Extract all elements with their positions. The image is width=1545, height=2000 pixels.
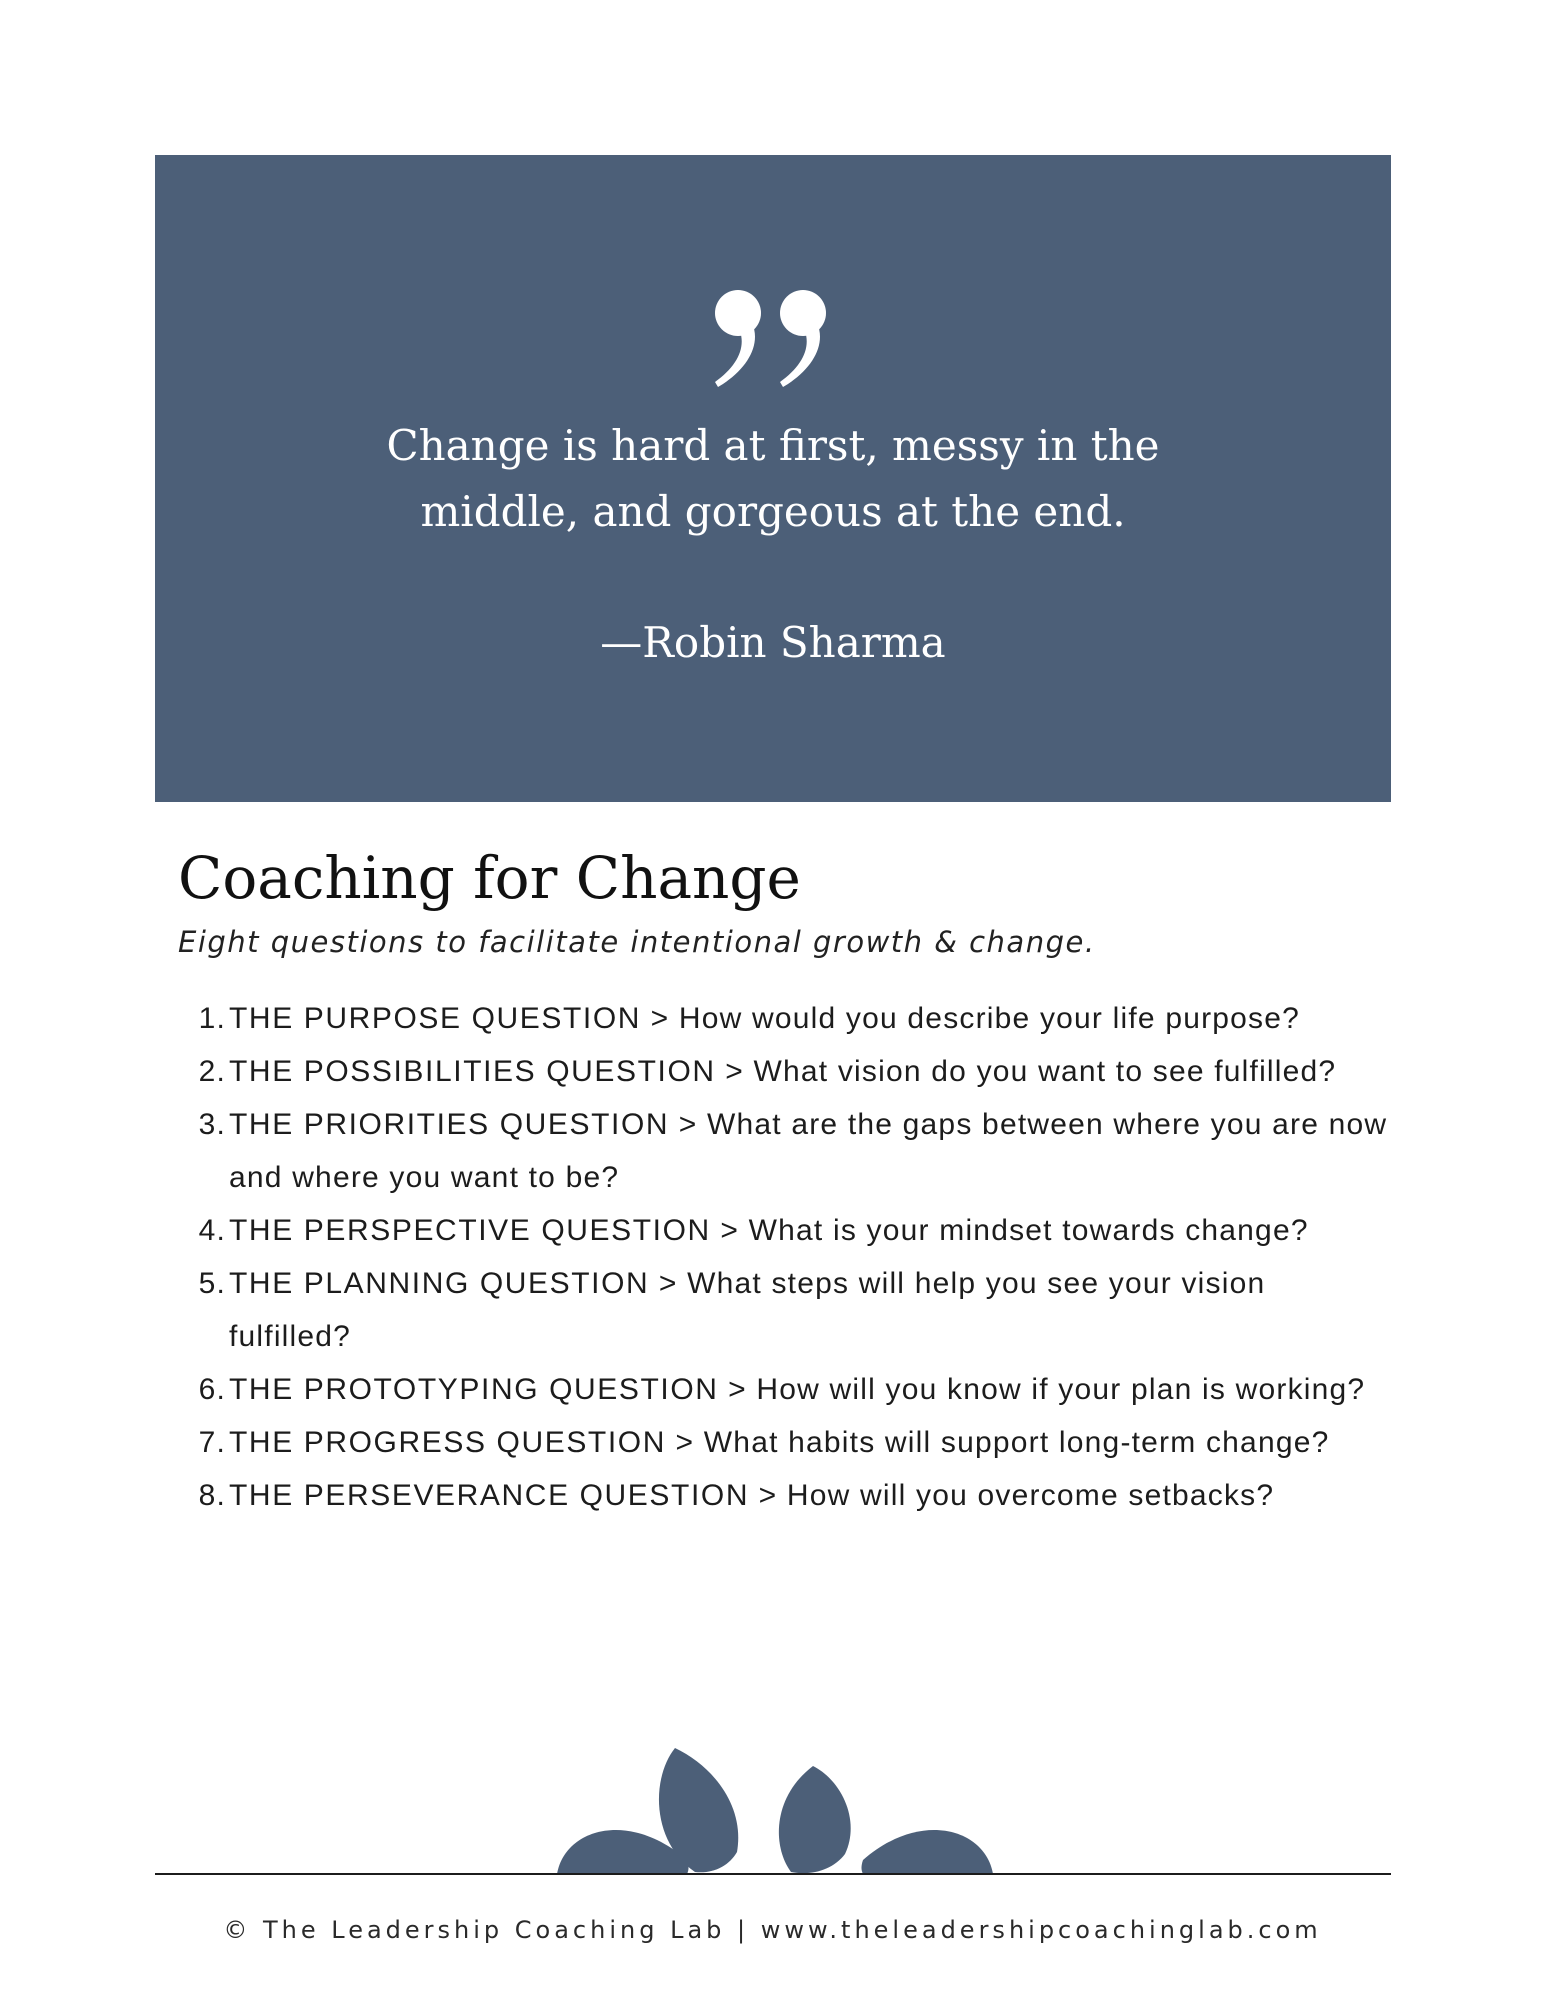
question-item bbox=[196, 1045, 1396, 1098]
quote-author: —Robin Sharma bbox=[600, 618, 946, 667]
question-label: THE PURPOSE QUESTION bbox=[229, 1002, 642, 1035]
question-number: 2. bbox=[198, 1055, 226, 1088]
question-text: > What habits will support long-term change? bbox=[666, 1426, 1330, 1459]
question-label: THE PERSPECTIVE QUESTION bbox=[229, 1214, 711, 1247]
question-list bbox=[196, 992, 1396, 1522]
footer-text: © The Leadership Coaching Lab | www.theleadershipcoachinglab.com bbox=[223, 1916, 1322, 1944]
question-text: > What steps will help you see your vision fulfilled? bbox=[229, 1267, 1266, 1353]
question-item bbox=[196, 1098, 1396, 1204]
question-label: THE POSSIBILITIES QUESTION bbox=[229, 1055, 716, 1088]
quote-line-2: middle, and gorgeous at the end. bbox=[420, 487, 1126, 536]
page-title: Coaching for Change bbox=[178, 844, 801, 912]
question-number: 4. bbox=[198, 1214, 226, 1247]
question-text: > How will you know if your plan is working? bbox=[718, 1373, 1366, 1406]
question-item bbox=[196, 1204, 1396, 1257]
leaves-icon bbox=[555, 1748, 995, 1876]
question-number: 1. bbox=[198, 1002, 226, 1035]
question-label: THE PERSEVERANCE QUESTION bbox=[229, 1479, 750, 1512]
question-text: > How would you describe your life purpose? bbox=[641, 1002, 1301, 1035]
question-label: THE PROTOTYPING QUESTION bbox=[229, 1373, 719, 1406]
quote-box bbox=[155, 155, 1391, 802]
quote-line-1: Change is hard at first, messy in the bbox=[386, 421, 1160, 470]
question-text: > What are the gaps between where you are now and where you want to be? bbox=[229, 1108, 1388, 1194]
question-item bbox=[196, 1363, 1396, 1416]
question-label: THE PRIORITIES QUESTION bbox=[229, 1108, 670, 1141]
question-number: 6. bbox=[198, 1373, 226, 1406]
footer-divider bbox=[155, 1873, 1391, 1875]
closing-quote-icon bbox=[155, 283, 1391, 393]
page-subtitle: Eight questions to facilitate intentional growth & change. bbox=[178, 925, 1096, 959]
question-item bbox=[196, 1469, 1396, 1522]
question-text: > How will you overcome setbacks? bbox=[749, 1479, 1275, 1512]
question-text: > What is your mindset towards change? bbox=[710, 1214, 1309, 1247]
question-number: 3. bbox=[198, 1108, 226, 1141]
question-number: 7. bbox=[198, 1426, 226, 1459]
question-item bbox=[196, 992, 1396, 1045]
question-label: THE PROGRESS QUESTION bbox=[229, 1426, 666, 1459]
question-item bbox=[196, 1257, 1396, 1363]
question-item bbox=[196, 1416, 1396, 1469]
question-label: THE PLANNING QUESTION bbox=[229, 1267, 650, 1300]
question-number: 8. bbox=[198, 1479, 226, 1512]
question-number: 5. bbox=[198, 1267, 226, 1300]
question-text: > What vision do you want to see fulfilled? bbox=[715, 1055, 1337, 1088]
quote-text bbox=[155, 413, 1391, 545]
